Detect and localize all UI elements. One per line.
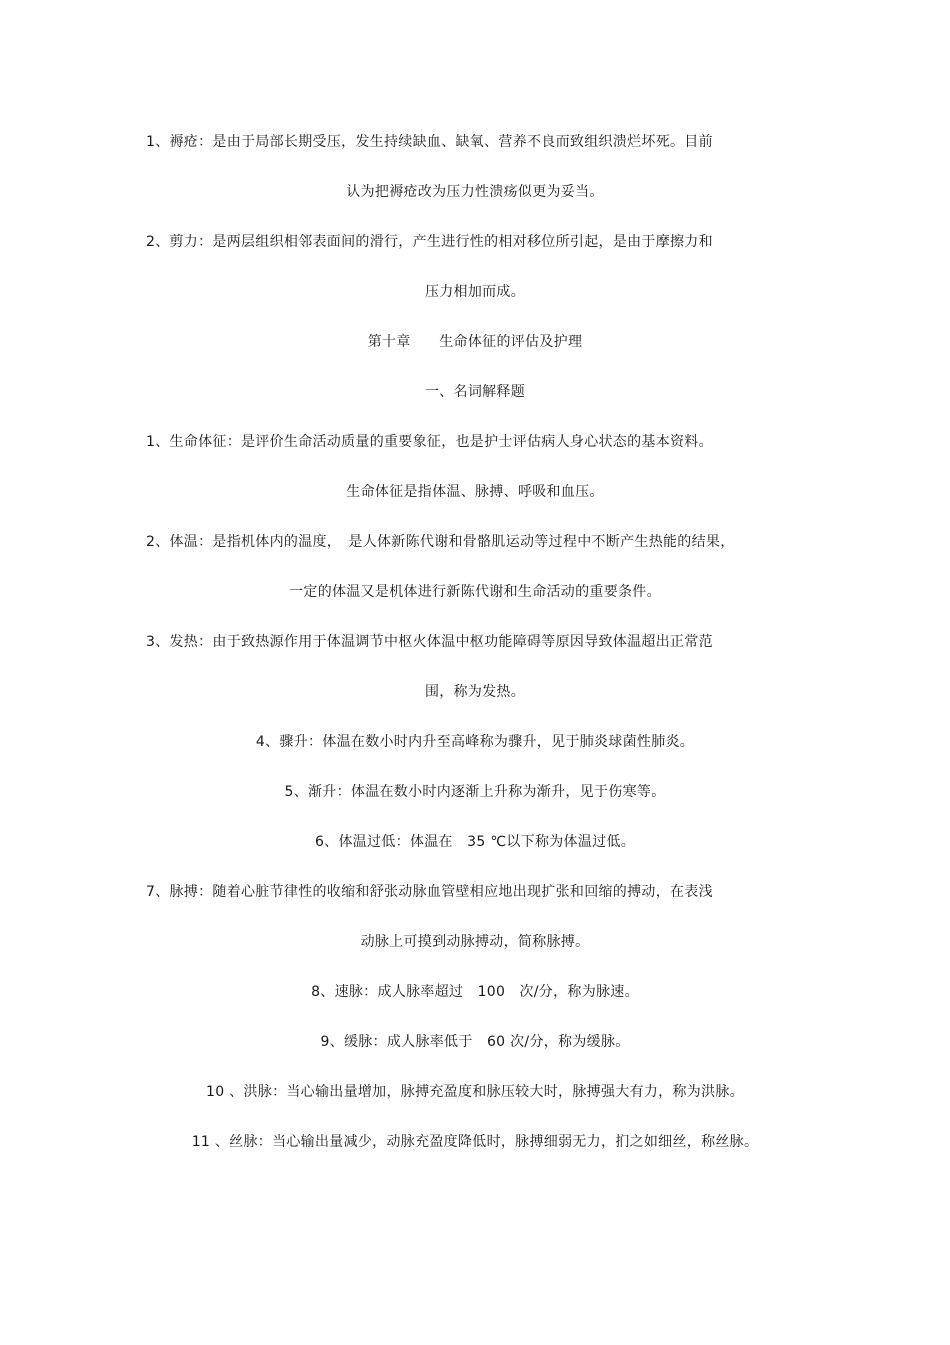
definition-pulse: 7、脉搏：随着心脏节律性的收缩和舒张动脉血管壁相应地出现扩张和回缩的搏动，在表浅 bbox=[146, 884, 713, 900]
section-heading: 一、名词解释题 bbox=[424, 384, 526, 400]
definition-tachycardia: 8、速脉：成人脉率超过 100 次/分，称为脉速。 bbox=[311, 984, 639, 1000]
definition-hypothermia: 6、体温过低：体温在 35 ℃以下称为体温过低。 bbox=[314, 834, 636, 850]
definition-bradycardia: 9、缓脉：成人脉率低于 60 次/分，称为缓脉。 bbox=[320, 1034, 630, 1050]
definition-pressure-sore: 1、褥疮：是由于局部长期受压，发生持续缺血、缺氧、营养不良而致组织溃烂坏死。目前 bbox=[146, 134, 713, 150]
chapter-title: 第十章 生命体征的评估及护理 bbox=[367, 334, 583, 350]
definition-fever: 3、发热：由于致热源作用于体温调节中枢火体温中枢功能障碍等原因导致体温超出正常范 bbox=[146, 634, 713, 650]
definition-shear-force: 2、剪力：是两层组织相邻表面间的滑行，产生进行性的相对移位所引起，是由于摩擦力和 bbox=[146, 234, 713, 250]
definition-bounding-pulse: 10 、洪脉：当心输出量增加，脉搏充盈度和脉压较大时，脉搏强大有力，称为洪脉。 bbox=[206, 1084, 744, 1100]
definition-shear-force-continued: 压力相加而成。 bbox=[424, 284, 526, 300]
definition-pulse-continued: 动脉上可摸到动脉搏动，简称脉搏。 bbox=[360, 934, 590, 950]
definition-body-temperature: 2、体温：是指机体内的温度， 是人体新陈代谢和骨骼肌运动等过程中不断产生热能的结果， bbox=[146, 534, 735, 550]
definition-fever-continued: 围，称为发热。 bbox=[424, 684, 526, 700]
definition-thready-pulse: 11 、丝脉：当心输出量减少，动脉充盈度降低时，脉搏细弱无力，扪之如细丝，称丝脉。 bbox=[191, 1134, 759, 1150]
definition-pressure-sore-continued: 认为把褥疮改为压力性溃疡似更为妥当。 bbox=[346, 184, 604, 200]
definition-vital-signs-continued: 生命体征是指体温、脉搏、呼吸和血压。 bbox=[346, 484, 604, 500]
definition-body-temperature-continued: 一定的体温又是机体进行新陈代谢和生命活动的重要条件。 bbox=[289, 584, 661, 600]
definition-sudden-rise: 4、骤升：体温在数小时内升至高峰称为骤升，见于肺炎球菌性肺炎。 bbox=[255, 734, 695, 750]
definition-vital-signs: 1、生命体征：是评价生命活动质量的重要象征，也是护士评估病人身心状态的基本资料。 bbox=[146, 434, 713, 450]
definition-gradual-rise: 5、渐升：体温在数小时内逐渐上升称为渐升，见于伤寒等。 bbox=[284, 784, 666, 800]
